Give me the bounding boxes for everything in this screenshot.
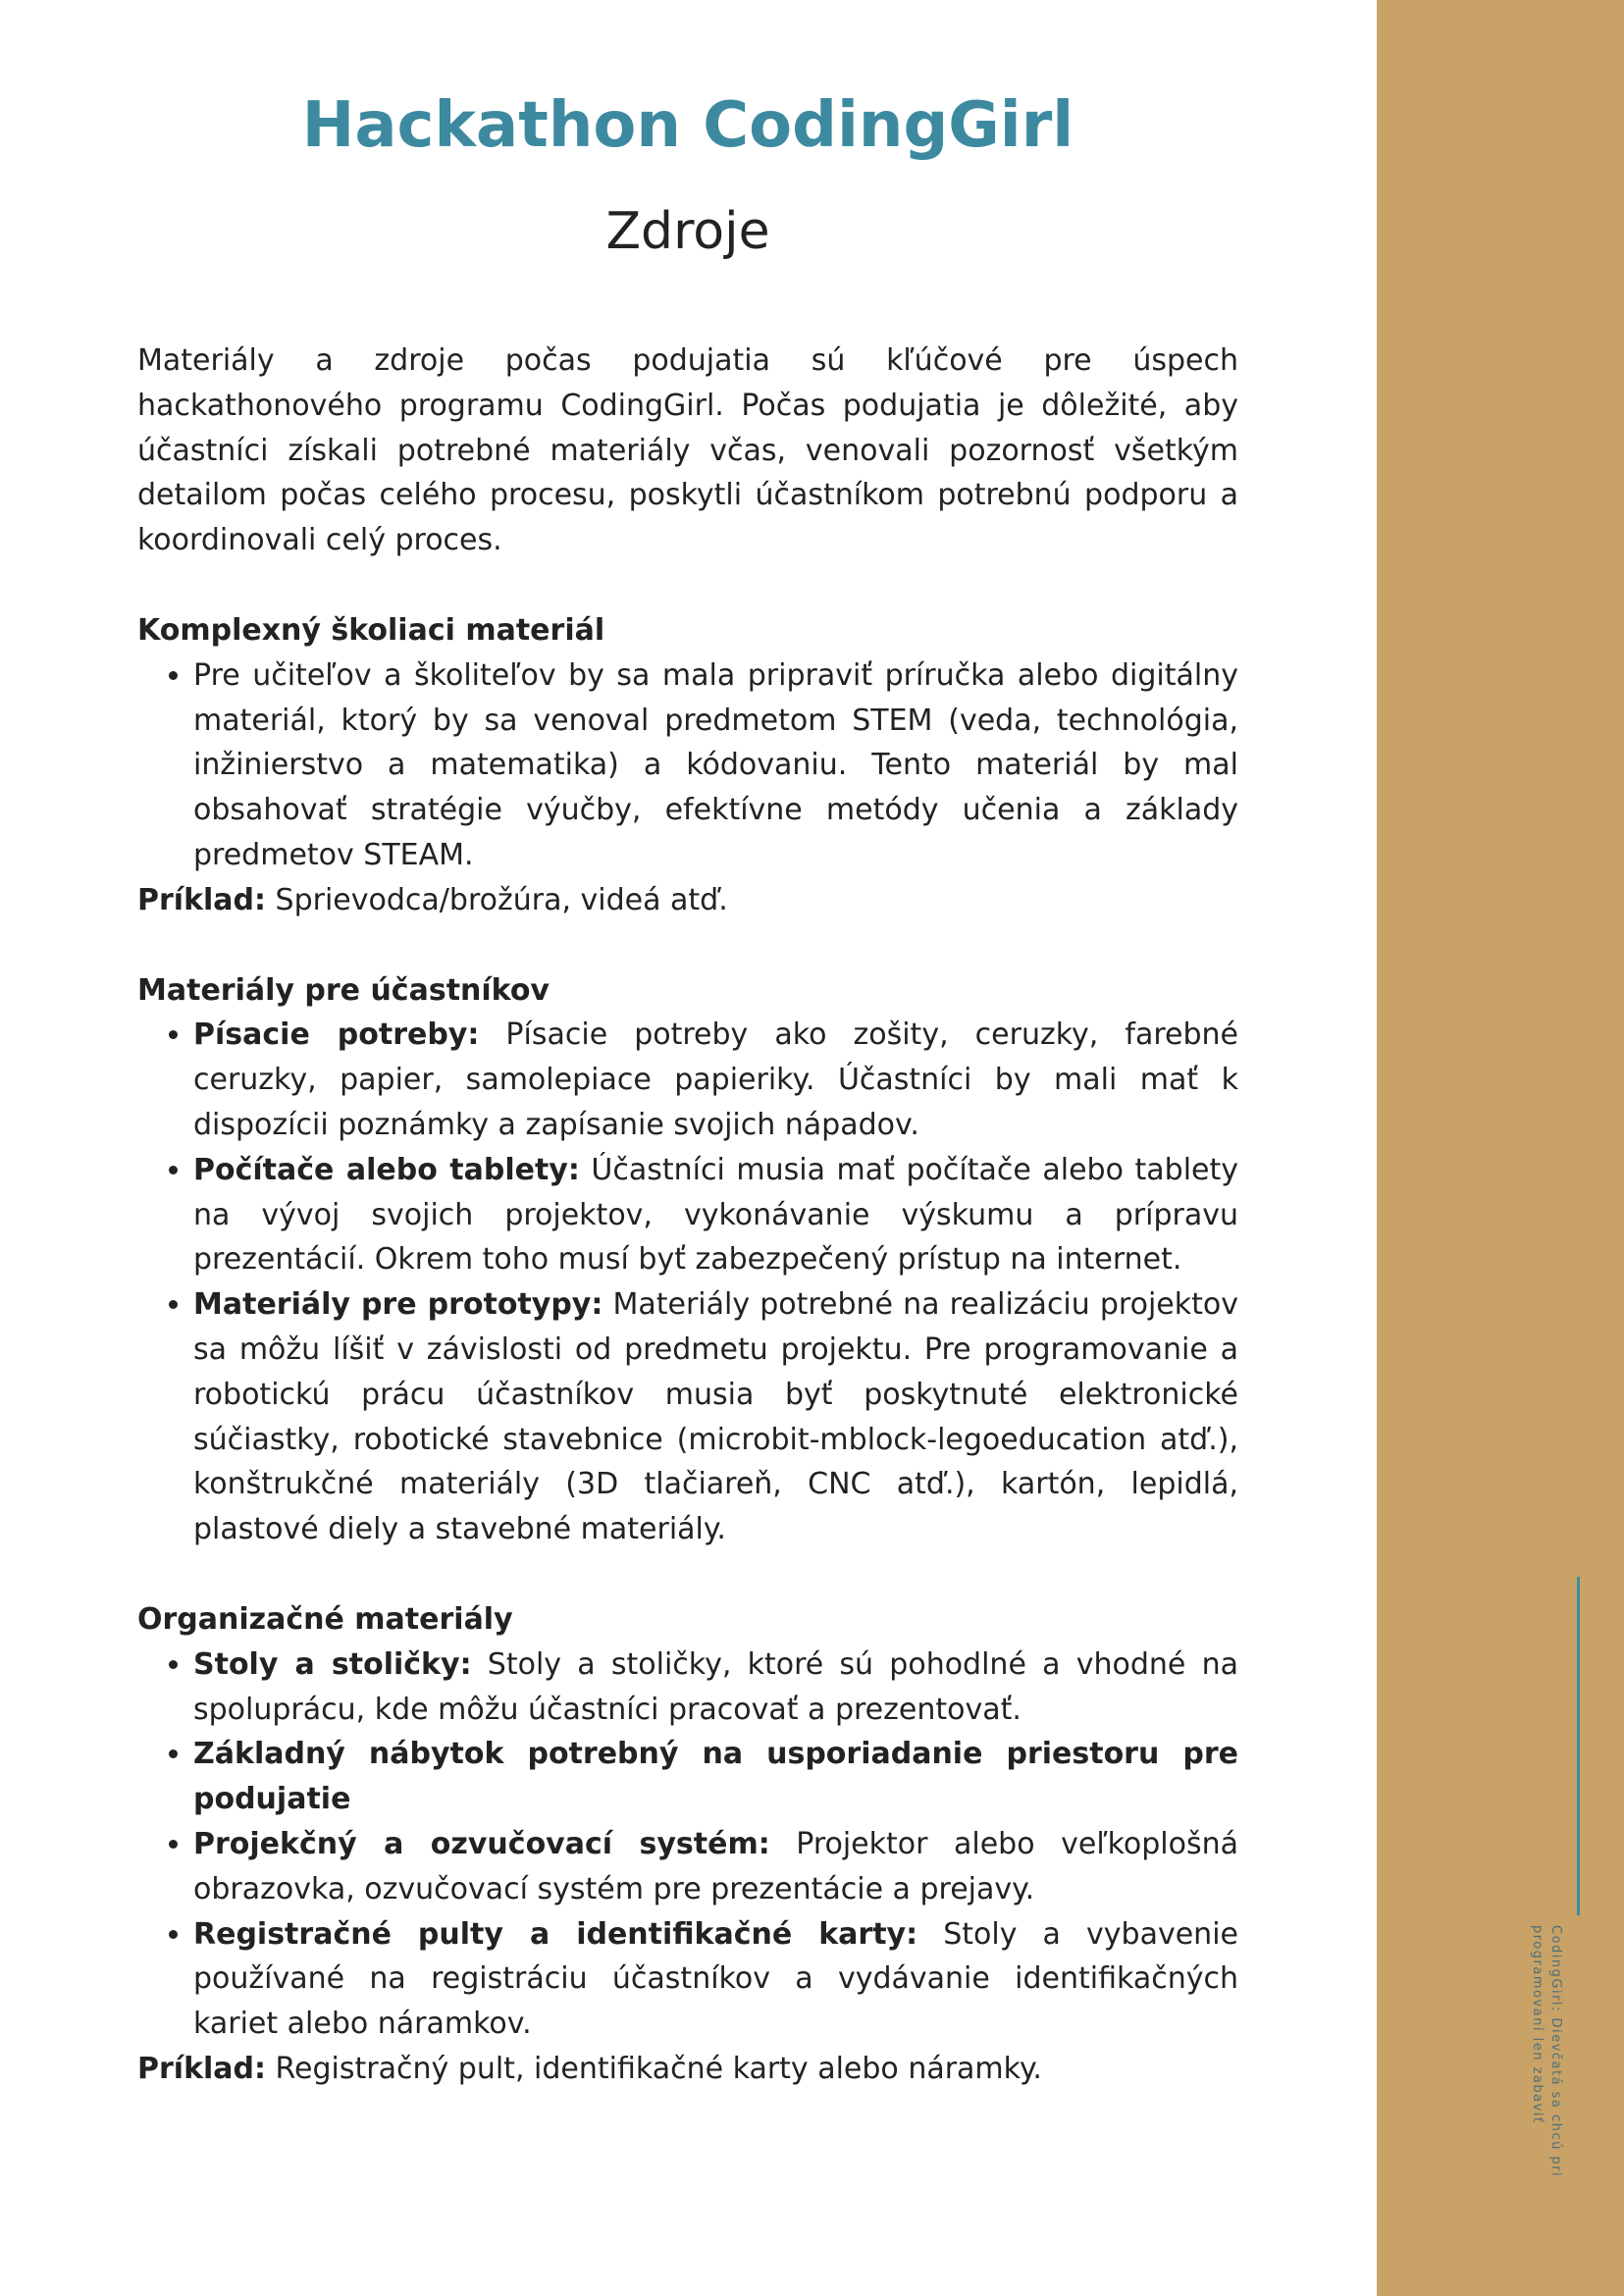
- item-text: Účastníci musia mať počítače alebo tablety na vývoj svojich projektov, vykonávanie výskumu a prípravu prezentácií. Okrem toho musí byť zabezpečený prístup na internet.: [193, 1152, 1239, 1278]
- bullet-list: [137, 1643, 1238, 2047]
- page-title: Hackathon CodingGirl: [301, 89, 1074, 162]
- example-line: [137, 2047, 1238, 2092]
- item-text: Stoly a vybavenie používané na registráciu účastníkov a vydávanie identifikačných kariet alebo náramkov.: [193, 1916, 1238, 2042]
- list-item: [193, 1148, 1238, 1282]
- item-label: Písacie potreby:: [193, 1018, 480, 1053]
- example-label: Príklad:: [137, 2051, 267, 2086]
- sidebar-band: [1377, 0, 1624, 2296]
- item-label: Materiály pre prototypy:: [193, 1287, 603, 1323]
- sidebar-divider: [1577, 1577, 1580, 1915]
- item-label: Projekčný a ozvučovací systém:: [193, 1826, 770, 1861]
- item-text: Písacie potreby ako zošity, ceruzky, farebné ceruzky, papier, samolepiace papieriky. Účastníci by mali mať k dispozícii poznámky a zapísanie svojich nápadov.: [193, 1018, 1238, 1142]
- list-item: [193, 653, 1238, 878]
- example-label: Príklad:: [137, 882, 267, 917]
- list-item: [193, 1643, 1238, 1733]
- section-heading: Komplexný školiaci materiál: [137, 612, 605, 648]
- section-heading: Organizačné materiály: [137, 1601, 513, 1637]
- item-label: Počítače alebo tablety:: [193, 1152, 580, 1187]
- item-text: Materiály potrebné na realizáciu projektov sa môžu líšiť v závislosti od predmetu projektu. Pre programovanie a robotickú prácu účastníkov musia byť poskytnuté elektronické súčiastky, robotické stavebnice (microbit-mblock-legoeducation atď.), konštrukčné materiály (3D tlačiareň, CNC atď.), kartón, lepidlá, plastové diely a stavebné materiály.: [193, 1287, 1238, 1547]
- list-item: [193, 1822, 1238, 1912]
- list-item: [193, 1282, 1238, 1552]
- item-label: Základný nábytok potrebný na usporiadanie priestoru pre podujatie: [193, 1737, 1238, 1817]
- example-text: Registračný pult, identifikačné karty alebo náramky.: [266, 2051, 1042, 2086]
- page-subtitle: Zdroje: [605, 202, 770, 261]
- item-text: Stoly a stoličky, ktoré sú pohodlné a vhodné na spoluprácu, kde môžu účastníci pracovať a prezentovať.: [193, 1646, 1238, 1727]
- bullet-list: [137, 653, 1238, 878]
- section-participant-materials: [137, 968, 1238, 1552]
- section-organizational-materials: [137, 1597, 1238, 2092]
- section-heading: Materiály pre účastníkov: [137, 972, 550, 1008]
- example-line: [137, 878, 1238, 923]
- bullet-list: [137, 1013, 1238, 1552]
- item-label: Registračné pulty a identifikačné karty:: [193, 1916, 918, 1952]
- item-label: Stoly a stoličky:: [193, 1646, 472, 1682]
- item-text: Projektor alebo veľkoplošná obrazovka, ozvučovací systém pre prezentácie a prejavy.: [193, 1826, 1238, 1906]
- sidebar-caption: CodingGirl: Dievčatá sa chcú pri programovaní len zabaviť: [1530, 1925, 1563, 2178]
- list-item: [193, 1912, 1238, 2047]
- intro-paragraph: Materiály a zdroje počas podujatia sú kľúčové pre úspech hackathonového programu CodingGirl. Počas podujatia je dôležité, aby účastníci získali potrebné materiály včas, venovali pozornosť všetkým detailom počas celého procesu, poskytli účastníkom potrebnú podporu a koordinovali celý proces.: [137, 343, 1238, 558]
- section-training-material: [137, 608, 1238, 923]
- document-body: [137, 339, 1238, 2137]
- list-item: [193, 1013, 1238, 1147]
- example-text: Sprievodca/brožúra, videá atď.: [266, 882, 728, 917]
- list-item: [193, 1732, 1238, 1822]
- item-text: Pre učiteľov a školiteľov by sa mala pripraviť príručka alebo digitálny materiál, ktorý by sa venoval predmetom STEM (veda, technológia, inžinierstvo a matematika) a kódovaniu. Tento materiál by mal obsahovať stratégie výučby, efektívne metódy učenia a základy predmetov STEAM.: [193, 657, 1238, 872]
